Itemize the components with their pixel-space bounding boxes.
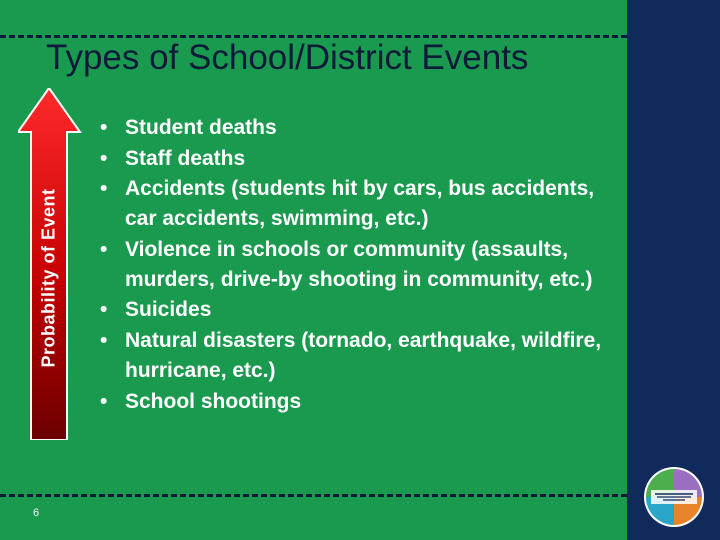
- arrow-label: Probability of Event: [38, 188, 59, 368]
- bullet-icon: •: [100, 177, 108, 201]
- slide-title: Types of School/District Events: [46, 38, 529, 77]
- list-item-text: Accidents (students hit by cars, bus accidents, car accidents, swimming, etc.): [125, 177, 595, 231]
- list-item-text: Student deaths: [125, 116, 277, 139]
- bullet-icon: •: [100, 328, 108, 352]
- bottom-dashed-divider: [0, 494, 627, 497]
- event-list: [100, 113, 620, 417]
- list-item-text: Violence in schools or community (assaults, murders, drive-by shooting in community, etc.): [125, 237, 593, 291]
- list-item-text: Natural disasters (tornado, earthquake, wildfire, hurricane, etc.): [125, 328, 602, 382]
- bullet-icon: •: [100, 146, 108, 170]
- list-item: [100, 113, 620, 143]
- bullet-icon: •: [100, 298, 108, 322]
- list-item: [100, 174, 620, 234]
- list-item-text: School shootings: [125, 389, 302, 413]
- bullet-icon: •: [100, 237, 108, 261]
- list-item-text: Staff deaths: [125, 146, 246, 170]
- list-item: [100, 235, 620, 295]
- list-item: [100, 144, 620, 174]
- bullet-icon: •: [100, 389, 108, 413]
- page-number: 6: [33, 507, 40, 519]
- bullet-icon: •: [100, 116, 108, 139]
- list-item: [100, 295, 620, 325]
- logo-icon: [643, 466, 705, 528]
- list-item: [100, 387, 620, 417]
- ta-center-logo: [643, 466, 705, 528]
- list-item-text: Suicides: [125, 298, 212, 322]
- right-navy-strip: [627, 0, 720, 540]
- list-item: [100, 326, 620, 386]
